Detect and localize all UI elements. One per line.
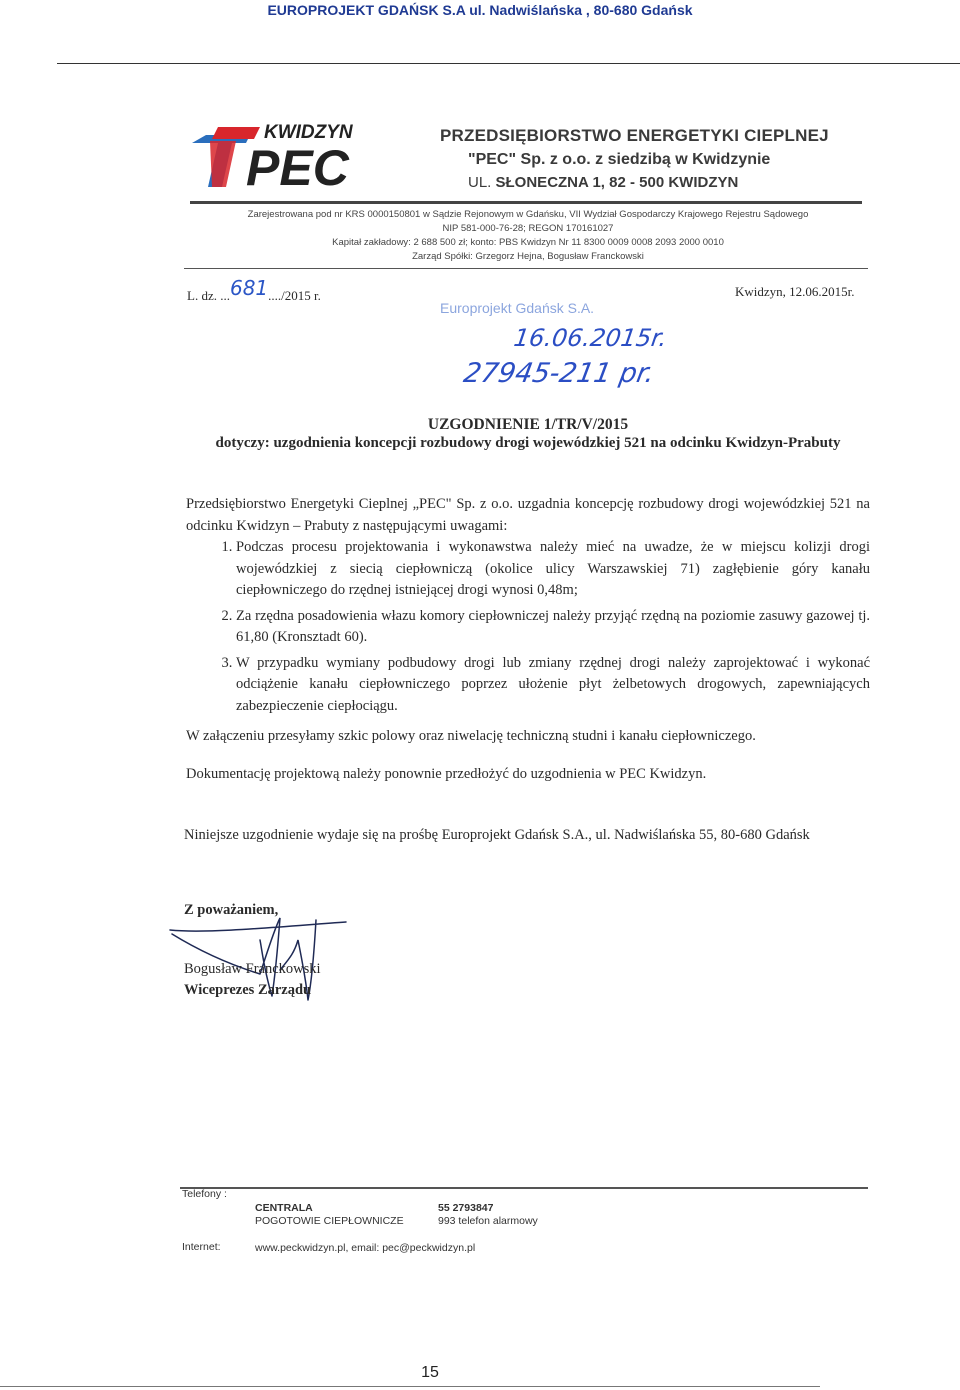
- pec-kwidzyn-logo: [188, 121, 410, 189]
- company-address: SŁONECZNA 1, 82 - 500 KWIDZYN: [495, 174, 739, 191]
- reference-prefix: L. dz. ...: [187, 288, 230, 303]
- phone-value: 55 2793847: [438, 1202, 494, 1214]
- stamp-printed-text: Europrojekt Gdańsk S.A.: [440, 300, 595, 316]
- address-prefix: UL.: [468, 174, 492, 191]
- reference-handwritten-number: 681: [229, 276, 269, 300]
- logo-word-main: PEC: [246, 140, 349, 189]
- footer-rule: [180, 1187, 868, 1189]
- greeting: Z poważaniem,: [184, 902, 279, 918]
- bottom-rule: [0, 1386, 820, 1387]
- internet-value: www.peckwidzyn.pl, email: pec@peckwidzyn.pl: [255, 1242, 476, 1254]
- company-line-2: "PEC" Sp. z o.o. z siedzibą w Kwidzynie: [468, 151, 771, 168]
- registration-line: Kapitał zakładowy: 2 688 500 zł; konto: PBS Kwidzyn Nr 11 8300 0009 0008 2093 2000 0010: [332, 237, 724, 248]
- remarks-list: [186, 537, 870, 717]
- company-line-1: PRZEDSIĘBIORSTWO ENERGETYKI CIEPLNEJ: [440, 126, 829, 145]
- title-line-2: dotyczy: uzgodnienia koncepcji rozbudowy drogi wojewódzkiej 521 na odcinku Kwidzyn-Prabuty: [215, 435, 841, 451]
- phone-value: 993 telefon alarmowy: [438, 1215, 538, 1227]
- company-line-3: [468, 174, 880, 191]
- logo-word-top: KWIDZYN: [264, 122, 353, 143]
- stamp-date: 16.06.2015r.: [512, 324, 669, 352]
- list-item: 2. Za rzędna posadowienia włazu komory ciepłowniczej należy przyjąć rzędną na poziomie zasuwy gazowej tj. 61,80 (Kronsztadt 60).: [236, 606, 870, 649]
- title-line-1: UZGODNIENIE 1/TR/V/2015: [427, 416, 629, 433]
- request-paragraph: Niniejsze uzgodnienie wydaje się na prośbę Europrojekt Gdańsk S.A., ul. Nadwiślańska 55, 80-680 Gdańsk: [184, 827, 810, 843]
- city-date: Kwidzyn, 12.06.2015r.: [735, 284, 855, 299]
- letter-body: [186, 494, 870, 721]
- registration-info: [190, 208, 866, 264]
- signatory-name: Bogusław Franckowski: [184, 961, 321, 977]
- page-header: EUROPROJEKT GDAŃSK S.A ul. Nadwiślańska , 80-680 Gdańsk: [267, 2, 693, 18]
- document-title: [180, 415, 876, 453]
- internet-label: Internet:: [182, 1241, 221, 1253]
- page-number: 15: [421, 1364, 439, 1381]
- documentation-paragraph: Dokumentację projektową należy ponownie przedłożyć do uzgodnienia w PEC Kwidzyn.: [186, 766, 707, 782]
- attachment-paragraph: W załączeniu przesyłamy szkic polowy oraz niwelację techniczną studni i kanału ciepłowniczego.: [186, 728, 756, 744]
- reference-suffix: ..../2015 r.: [268, 288, 321, 303]
- registration-line: Zarząd Spółki: Grzegorz Hejna, Bogusław Franckowski: [412, 251, 644, 262]
- signature-block: [168, 900, 368, 1010]
- incoming-stamp: [440, 300, 670, 410]
- letterhead-rule: [190, 201, 862, 204]
- registration-line: Zarejestrowana pod nr KRS 0000150801 w Sądzie Rejonowym w Gdańsku, VII Wydział Gospodarczy Krajowego Rejestru Sądowego: [247, 209, 809, 220]
- signatory-role: Wiceprezes Zarządu: [184, 982, 312, 998]
- letterhead-bottom-rule: [184, 268, 868, 269]
- phone-name: CENTRALA: [255, 1202, 313, 1214]
- stamp-number: 27945-211 pr.: [461, 358, 657, 389]
- phones-label: Telefony :: [182, 1188, 227, 1200]
- phone-name: POGOTOWIE CIEPŁOWNICZE: [255, 1215, 404, 1227]
- company-name-block: [440, 126, 880, 191]
- registration-line: NIP 581-000-76-28; REGON 170161027: [442, 223, 614, 234]
- list-item: 3. W przypadku wymiany podbudowy drogi lub zmiany rzędnej drogi należy zaprojektować i wykonać odciążenie kanału ciepłowniczego poprzez ułożenie płyt żelbetowych drogowych, zapewniających zabezpieczenie ciepłociągu.: [236, 653, 870, 718]
- reference-number: [187, 276, 321, 305]
- list-item: 1. Podczas procesu projektowania i wykonawstwa należy mieć na uwadze, że w miejscu kolizji drogi wojewódzkiej z siecią ciepłowniczą (okolice ulicy Warszawskiej 71) zagłębienie góry kanału ciepłowniczego do rzędnej istniejącej drogi wynosi 0,48m;: [236, 537, 870, 602]
- intro-paragraph: Przedsiębiorstwo Energetyki Cieplnej „PEC" Sp. z o.o. uzgadnia koncepcję rozbudowy drogi wojewódzkiej 521 na odcinku Kwidzyn – Prabuty z następującymi uwagami:: [186, 496, 870, 534]
